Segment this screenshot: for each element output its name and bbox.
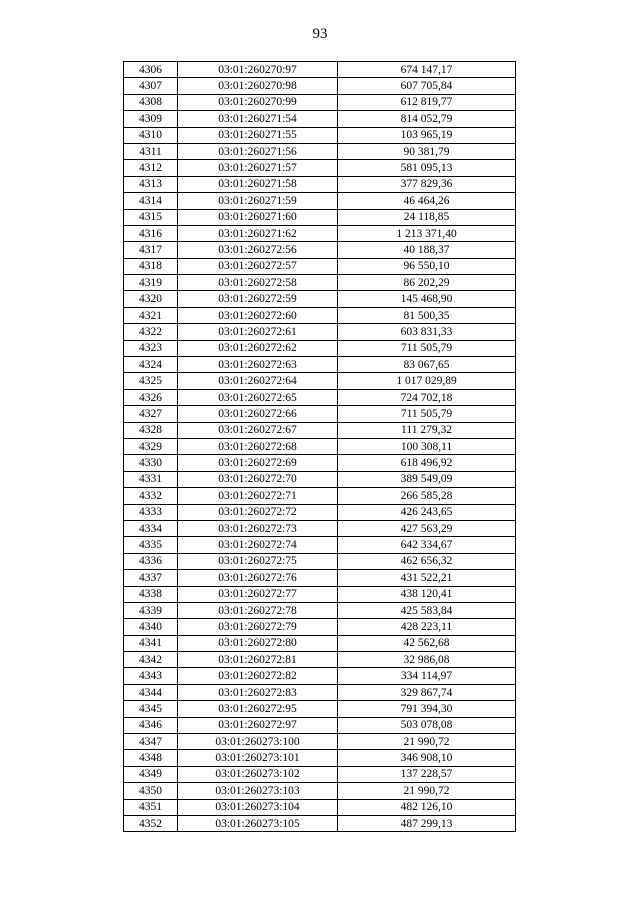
- value-cell: 618 496,92: [338, 455, 516, 471]
- cadastral-number-cell: 03:01:260272:82: [178, 668, 338, 684]
- cadastral-number-cell: 03:01:260270:99: [178, 94, 338, 110]
- table-row: [124, 766, 516, 782]
- table-row: [124, 258, 516, 274]
- cadastral-number-cell: 03:01:260272:73: [178, 520, 338, 536]
- table-row: [124, 373, 516, 389]
- value-cell: 100 308,11: [338, 438, 516, 454]
- cadastral-number-cell: 03:01:260273:101: [178, 750, 338, 766]
- page-number: 93: [312, 26, 328, 42]
- row-number-cell: 4323: [124, 340, 178, 356]
- value-cell: 21 990,72: [338, 783, 516, 799]
- cadastral-number-cell: 03:01:260272:80: [178, 635, 338, 651]
- row-number-cell: 4332: [124, 488, 178, 504]
- table-row: [124, 209, 516, 225]
- table-row: [124, 62, 516, 78]
- value-cell: 111 279,32: [338, 422, 516, 438]
- table-row: [124, 127, 516, 143]
- table-row: [124, 389, 516, 405]
- cadastral-number-cell: 03:01:260273:102: [178, 766, 338, 782]
- value-cell: 81 500,35: [338, 307, 516, 323]
- cadastral-number-cell: 03:01:260272:69: [178, 455, 338, 471]
- row-number-cell: 4335: [124, 537, 178, 553]
- cadastral-number-cell: 03:01:260272:95: [178, 701, 338, 717]
- row-number-cell: 4352: [124, 815, 178, 831]
- row-number-cell: 4318: [124, 258, 178, 274]
- row-number-cell: 4306: [124, 62, 178, 78]
- cadastral-number-cell: 03:01:260272:62: [178, 340, 338, 356]
- cadastral-number-cell: 03:01:260272:63: [178, 357, 338, 373]
- row-number-cell: 4337: [124, 570, 178, 586]
- value-cell: 96 550,10: [338, 258, 516, 274]
- table-row: [124, 553, 516, 569]
- row-number-cell: 4343: [124, 668, 178, 684]
- row-number-cell: 4324: [124, 357, 178, 373]
- row-number-cell: 4315: [124, 209, 178, 225]
- row-number-cell: 4333: [124, 504, 178, 520]
- row-number-cell: 4351: [124, 799, 178, 815]
- cadastral-number-cell: 03:01:260273:105: [178, 815, 338, 831]
- value-cell: 503 078,08: [338, 717, 516, 733]
- cadastral-number-cell: 03:01:260270:97: [178, 62, 338, 78]
- row-number-cell: 4309: [124, 111, 178, 127]
- row-number-cell: 4328: [124, 422, 178, 438]
- table-row: [124, 406, 516, 422]
- cadastral-number-cell: 03:01:260272:76: [178, 570, 338, 586]
- value-cell: 428 223,11: [338, 619, 516, 635]
- value-cell: 389 549,09: [338, 471, 516, 487]
- value-cell: 103 965,19: [338, 127, 516, 143]
- row-number-cell: 4326: [124, 389, 178, 405]
- table-row: [124, 684, 516, 700]
- table-row: [124, 143, 516, 159]
- value-cell: 711 505,79: [338, 340, 516, 356]
- cadastral-number-cell: 03:01:260271:54: [178, 111, 338, 127]
- value-cell: 145 468,90: [338, 291, 516, 307]
- table-row: [124, 668, 516, 684]
- cadastral-number-cell: 03:01:260272:97: [178, 717, 338, 733]
- row-number-cell: 4338: [124, 586, 178, 602]
- value-cell: 266 585,28: [338, 488, 516, 504]
- row-number-cell: 4340: [124, 619, 178, 635]
- cadastral-number-cell: 03:01:260271:62: [178, 225, 338, 241]
- row-number-cell: 4327: [124, 406, 178, 422]
- row-number-cell: 4321: [124, 307, 178, 323]
- row-number-cell: 4314: [124, 193, 178, 209]
- row-number-cell: 4346: [124, 717, 178, 733]
- cadastral-number-cell: 03:01:260272:81: [178, 652, 338, 668]
- table-row: [124, 340, 516, 356]
- value-cell: 612 819,77: [338, 94, 516, 110]
- row-number-cell: 4317: [124, 242, 178, 258]
- table-row: [124, 570, 516, 586]
- cadastral-number-cell: 03:01:260272:75: [178, 553, 338, 569]
- row-number-cell: 4322: [124, 324, 178, 340]
- row-number-cell: 4313: [124, 176, 178, 192]
- value-cell: 90 381,79: [338, 143, 516, 159]
- cadastral-number-cell: 03:01:260272:70: [178, 471, 338, 487]
- cadastral-number-cell: 03:01:260272:56: [178, 242, 338, 258]
- row-number-cell: 4334: [124, 520, 178, 536]
- table-row: [124, 504, 516, 520]
- table-row: [124, 307, 516, 323]
- cadastral-number-cell: 03:01:260271:60: [178, 209, 338, 225]
- value-cell: 1 017 029,89: [338, 373, 516, 389]
- cadastre-table: [123, 61, 516, 832]
- table-row: [124, 734, 516, 750]
- row-number-cell: 4311: [124, 143, 178, 159]
- cadastral-number-cell: 03:01:260272:57: [178, 258, 338, 274]
- table-row: [124, 78, 516, 94]
- table-row: [124, 537, 516, 553]
- table-row: [124, 619, 516, 635]
- value-cell: 431 522,21: [338, 570, 516, 586]
- value-cell: 425 583,84: [338, 602, 516, 618]
- cadastral-number-cell: 03:01:260272:60: [178, 307, 338, 323]
- table-row: [124, 291, 516, 307]
- value-cell: 642 334,67: [338, 537, 516, 553]
- cadastral-number-cell: 03:01:260272:83: [178, 684, 338, 700]
- row-number-cell: 4350: [124, 783, 178, 799]
- cadastral-number-cell: 03:01:260273:104: [178, 799, 338, 815]
- value-cell: 334 114,97: [338, 668, 516, 684]
- table-row: [124, 242, 516, 258]
- table-row: [124, 455, 516, 471]
- cadastral-number-cell: 03:01:260272:66: [178, 406, 338, 422]
- value-cell: 21 990,72: [338, 734, 516, 750]
- row-number-cell: 4342: [124, 652, 178, 668]
- value-cell: 1 213 371,40: [338, 225, 516, 241]
- cadastral-number-cell: 03:01:260272:58: [178, 275, 338, 291]
- table-row: [124, 160, 516, 176]
- cadastral-number-cell: 03:01:260273:100: [178, 734, 338, 750]
- cadastral-number-cell: 03:01:260272:79: [178, 619, 338, 635]
- value-cell: 674 147,17: [338, 62, 516, 78]
- row-number-cell: 4339: [124, 602, 178, 618]
- table-row: [124, 783, 516, 799]
- cadastral-number-cell: 03:01:260272:72: [178, 504, 338, 520]
- value-cell: 814 052,79: [338, 111, 516, 127]
- cadastral-number-cell: 03:01:260271:56: [178, 143, 338, 159]
- table-row: [124, 602, 516, 618]
- table-row: [124, 324, 516, 340]
- cadastral-number-cell: 03:01:260272:65: [178, 389, 338, 405]
- value-cell: 427 563,29: [338, 520, 516, 536]
- value-cell: 40 188,37: [338, 242, 516, 258]
- value-cell: 24 118,85: [338, 209, 516, 225]
- cadastral-number-cell: 03:01:260271:55: [178, 127, 338, 143]
- row-number-cell: 4331: [124, 471, 178, 487]
- cadastral-number-cell: 03:01:260273:103: [178, 783, 338, 799]
- row-number-cell: 4316: [124, 225, 178, 241]
- value-cell: 86 202,29: [338, 275, 516, 291]
- value-cell: 83 067,65: [338, 357, 516, 373]
- row-number-cell: 4347: [124, 734, 178, 750]
- table-row: [124, 586, 516, 602]
- table-row: [124, 488, 516, 504]
- cadastral-number-cell: 03:01:260272:67: [178, 422, 338, 438]
- cadastral-number-cell: 03:01:260272:64: [178, 373, 338, 389]
- value-cell: 482 126,10: [338, 799, 516, 815]
- value-cell: 329 867,74: [338, 684, 516, 700]
- table-row: [124, 701, 516, 717]
- row-number-cell: 4345: [124, 701, 178, 717]
- table-row: [124, 635, 516, 651]
- value-cell: 42 562,68: [338, 635, 516, 651]
- cadastral-number-cell: 03:01:260272:77: [178, 586, 338, 602]
- row-number-cell: 4308: [124, 94, 178, 110]
- value-cell: 426 243,65: [338, 504, 516, 520]
- row-number-cell: 4336: [124, 553, 178, 569]
- table-row: [124, 815, 516, 831]
- table-row: [124, 471, 516, 487]
- table-row: [124, 799, 516, 815]
- row-number-cell: 4312: [124, 160, 178, 176]
- row-number-cell: 4348: [124, 750, 178, 766]
- table-row: [124, 717, 516, 733]
- cadastral-number-cell: 03:01:260272:61: [178, 324, 338, 340]
- table-row: [124, 193, 516, 209]
- value-cell: 791 394,30: [338, 701, 516, 717]
- value-cell: 603 831,33: [338, 324, 516, 340]
- value-cell: 377 829,36: [338, 176, 516, 192]
- table-body: [124, 62, 516, 832]
- table-row: [124, 275, 516, 291]
- value-cell: 32 986,08: [338, 652, 516, 668]
- table-row: [124, 176, 516, 192]
- cadastral-number-cell: 03:01:260272:59: [178, 291, 338, 307]
- row-number-cell: 4325: [124, 373, 178, 389]
- row-number-cell: 4341: [124, 635, 178, 651]
- row-number-cell: 4344: [124, 684, 178, 700]
- row-number-cell: 4349: [124, 766, 178, 782]
- table-row: [124, 438, 516, 454]
- value-cell: 487 299,13: [338, 815, 516, 831]
- table-row: [124, 652, 516, 668]
- value-cell: 607 705,84: [338, 78, 516, 94]
- row-number-cell: 4307: [124, 78, 178, 94]
- cadastral-number-cell: 03:01:260270:98: [178, 78, 338, 94]
- cadastral-number-cell: 03:01:260271:58: [178, 176, 338, 192]
- table-row: [124, 520, 516, 536]
- value-cell: 724 702,18: [338, 389, 516, 405]
- table-row: [124, 750, 516, 766]
- row-number-cell: 4319: [124, 275, 178, 291]
- table-row: [124, 111, 516, 127]
- row-number-cell: 4320: [124, 291, 178, 307]
- table-row: [124, 422, 516, 438]
- table-row: [124, 357, 516, 373]
- cadastral-number-cell: 03:01:260272:74: [178, 537, 338, 553]
- value-cell: 462 656,32: [338, 553, 516, 569]
- cadastral-number-cell: 03:01:260272:68: [178, 438, 338, 454]
- cadastral-number-cell: 03:01:260271:57: [178, 160, 338, 176]
- row-number-cell: 4329: [124, 438, 178, 454]
- row-number-cell: 4310: [124, 127, 178, 143]
- cadastral-number-cell: 03:01:260271:59: [178, 193, 338, 209]
- value-cell: 438 120,41: [338, 586, 516, 602]
- value-cell: 581 095,13: [338, 160, 516, 176]
- value-cell: 46 464,26: [338, 193, 516, 209]
- value-cell: 346 908,10: [338, 750, 516, 766]
- cadastral-number-cell: 03:01:260272:71: [178, 488, 338, 504]
- value-cell: 137 228,57: [338, 766, 516, 782]
- row-number-cell: 4330: [124, 455, 178, 471]
- cadastral-number-cell: 03:01:260272:78: [178, 602, 338, 618]
- value-cell: 711 505,79: [338, 406, 516, 422]
- table-row: [124, 225, 516, 241]
- table-row: [124, 94, 516, 110]
